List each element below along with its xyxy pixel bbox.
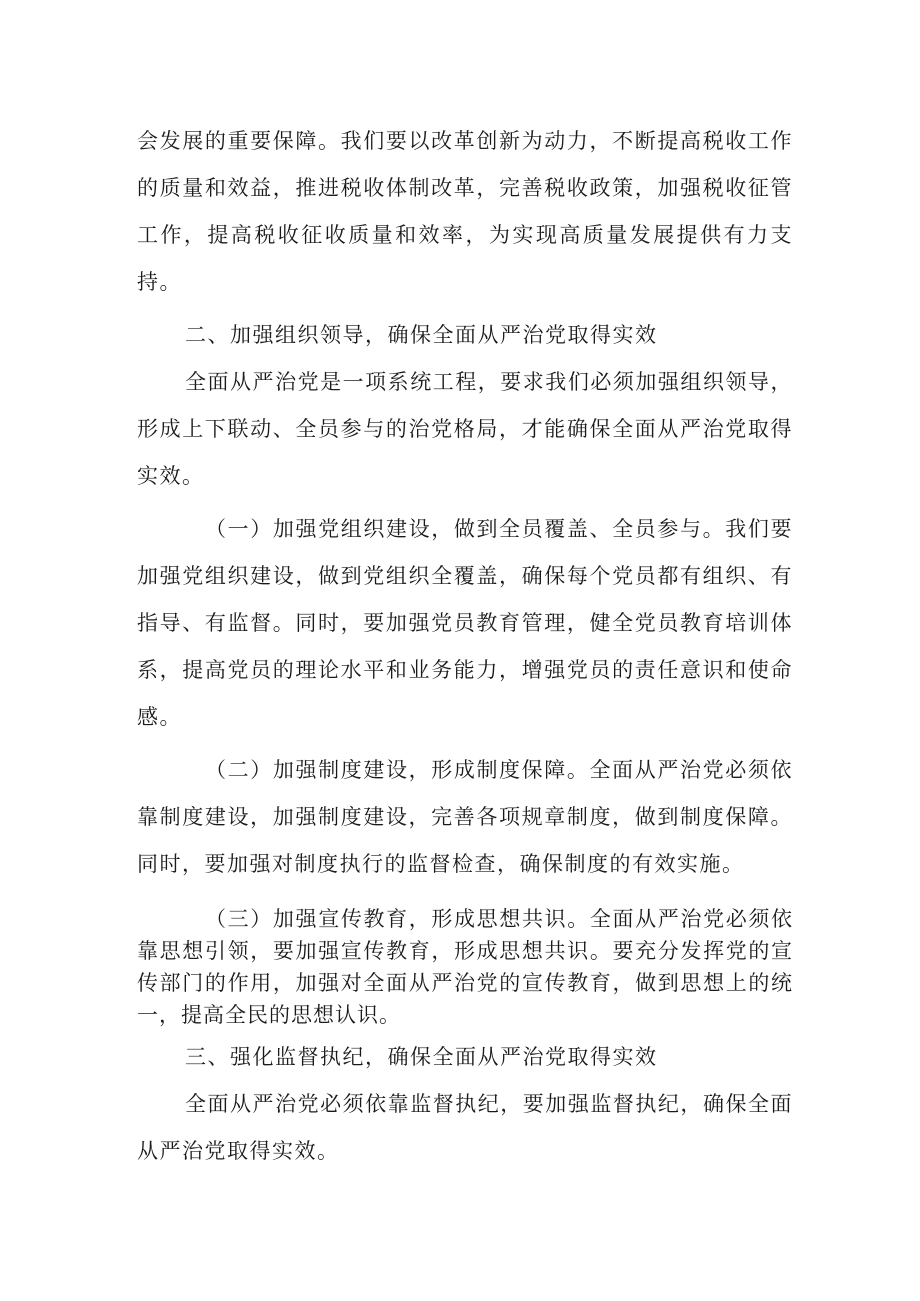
paragraph-organization-leadership: 全面从严治党是一项系统工程，要求我们必须加强组织领导，形成上下联动、全员参与的治党格局，才能确保全面从严治党取得实效。 (137, 370, 793, 488)
paragraph-institution-building: （二）加强制度建设，形成制度保障。全面从严治党必须依靠制度建设，加强制度建设，完善各项规章制度，做到制度保障。同时，要加强对制度执行的监督检查，确保制度的有效实施。 (137, 758, 793, 876)
paragraph-publicity-education: （三）加强宣传教育，形成思想共识。全面从严治党必须依靠思想引领，要加强宣传教育，形成思想共识。要充分发挥党的宣传部门的作用，加强对全面从严治党的宣传教育，做到思想上的统一，提高全民的思想认识。 (137, 907, 793, 1027)
section-heading-two: 二、加强组织领导，确保全面从严治党取得实效 (185, 323, 658, 347)
paragraph-supervision-discipline: 全面从严治党必须依靠监督执纪，要加强监督执纪，确保全面从严治党取得实效。 (137, 1092, 793, 1163)
paragraph-party-organization: （一）加强党组织建设，做到全员覆盖、全员参与。我们要加强党组织建设，做到党组织全覆盖，确保每个党员都有组织、有指导、有监督。同时，要加强党员教育管理，健全党员教育培训体系，提高党员的理论水平和业务能力，增强党员的责任意识和使命感。 (137, 517, 793, 729)
paragraph-tax-support: 会发展的重要保障。我们要以改革创新为动力，不断提高税收工作的质量和效益，推进税收体制改革，完善税收政策，加强税收征管工作，提高税收征收质量和效率，为实现高质量发展提供有力支持。 (137, 129, 793, 294)
section-heading-three: 三、强化监督执纪，确保全面从严治党取得实效 (185, 1045, 658, 1069)
